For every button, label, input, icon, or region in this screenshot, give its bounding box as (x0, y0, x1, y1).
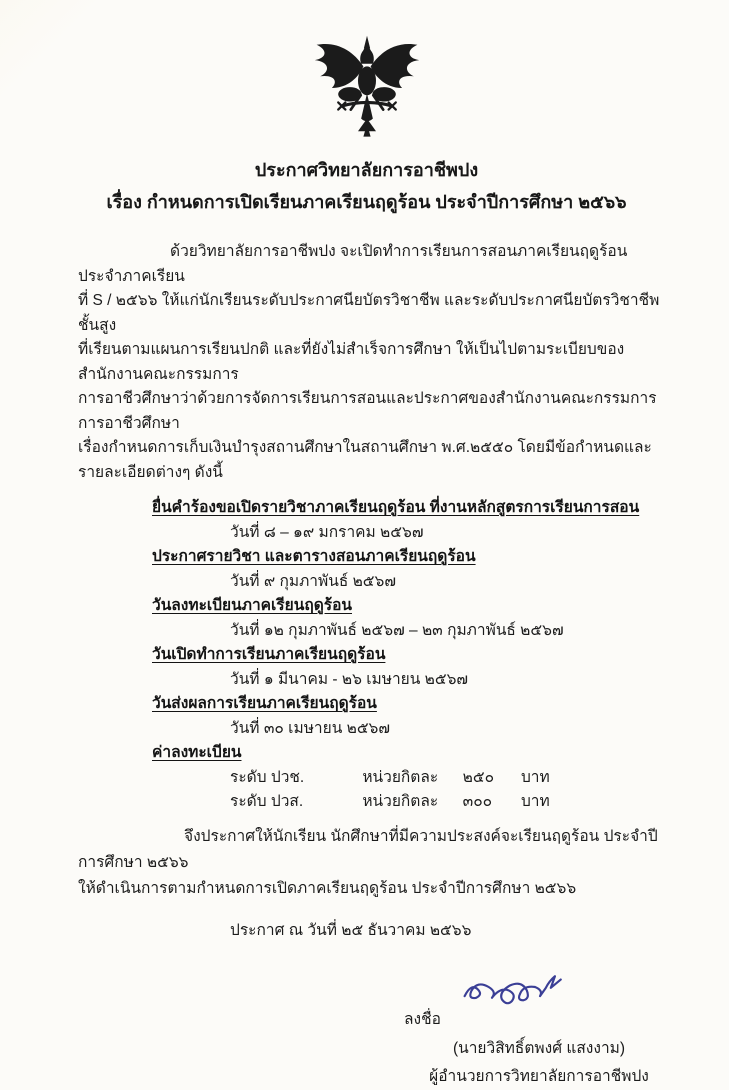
issued-date-line: ประกาศ ณ วันที่ ๒๕ ธันวาคม ๒๕๖๖ (230, 921, 472, 939)
section-detail: วันที่ ๑ มีนาคม - ๒๖ เมษายน ๒๕๖๗ (230, 670, 469, 688)
section-heading: ยื่นคำร้องขอเปิดรายวิชาภาคเรียนฤดูร้อน ที่งานหลักสูตรการเรียนการสอน (152, 499, 640, 516)
closing-paragraph (78, 824, 669, 902)
announcement-subject: เรื่อง กำหนดการเปิดเรียนภาคเรียนฤดูร้อน ประจำปีการศึกษา ๒๕๖๖ (106, 192, 627, 212)
fee-currency: บาท (520, 768, 550, 786)
schedule-section (152, 643, 669, 692)
section-detail: วันที่ ๘ – ๑๙ มกราคม ๒๕๖๗ (230, 523, 424, 541)
fee-level: ระดับ ปวส. (230, 793, 304, 810)
section-detail: วันที่ ๑๒ กุมภาพันธ์ ๒๕๖๗ – ๒๓ กุมภาพันธ์ ๒๕๖๗ (230, 621, 564, 639)
signatory-position: ผู้อำนวยการวิทยาลัยการอาชีพปง (429, 1067, 649, 1085)
intro-line: ที่ S / ๒๕๖๖ ให้แก่นักเรียนระดับประกาศนียบัตรวิชาชีพ และระดับประกาศนียบัตรวิชาชีพชั้นสูง (78, 292, 660, 334)
fee-row (152, 766, 669, 791)
closing-line: ให้ดำเนินการตามกำหนดการเปิดภาคเรียนฤดูร้อน ประจำปีการศึกษา ๒๕๖๖ (78, 879, 577, 897)
fee-unit: หน่วยกิตละ (362, 793, 439, 810)
section-detail: วันที่ ๙ กุมภาพันธ์ ๒๕๖๗ (230, 572, 397, 590)
fee-currency: บาท (520, 793, 550, 810)
section-heading: ประกาศรายวิชา และตารางสอนภาคเรียนฤดูร้อน (152, 548, 476, 565)
intro-line: ด้วยวิทยาลัยการอาชีพปง จะเปิดทำการเรียนการสอนภาคเรียนฤดูร้อนประจำภาคเรียน (78, 243, 628, 285)
section-heading: วันเปิดทำการเรียนภาคเรียนฤดูร้อน (152, 646, 386, 663)
fee-amount: ๒๕๐ (462, 768, 495, 786)
signature-label: ลงชื่อ (404, 1010, 441, 1028)
title-block (64, 154, 669, 218)
garuda-emblem-icon (304, 33, 430, 143)
schedule-section (152, 545, 669, 594)
emblem-wrap (64, 33, 669, 148)
section-heading: วันส่งผลการเรียนภาคเรียนฤดูร้อน (152, 695, 377, 712)
signature-ink-icon (456, 958, 576, 1016)
signatory-name: (นายวิสิทธิ์ตพงศ์ แสงงาม) (452, 1039, 626, 1057)
intro-line: ที่เรียนตามแผนการเรียนปกติ และที่ยังไม่สำเร็จการศึกษา ให้เป็นไปตามระเบียบของสำนักงานคณะกรรมการ (78, 341, 625, 383)
announcement-title: ประกาศวิทยาลัยการอาชีพปง (254, 160, 479, 180)
intro-paragraph (78, 240, 669, 485)
intro-line: เรื่องกำหนดการเก็บเงินบำรุงสถานศึกษาในสถานศึกษา พ.ศ.๒๕๕๐ โดยมีข้อกำหนดและรายละเอียดต่างๆ ดังนี้ (78, 439, 652, 481)
schedule-section (152, 692, 669, 741)
schedule-list (152, 496, 669, 815)
fee-row (152, 790, 669, 815)
closing-line: จึงประกาศให้นักเรียน นักศึกษาที่มีความประสงค์จะเรียนฤดูร้อน ประจำปีการศึกษา ๒๕๖๖ (78, 827, 658, 871)
fee-unit: หน่วยกิตละ (362, 768, 439, 786)
fees-section (152, 741, 669, 815)
section-detail: วันที่ ๓๐ เมษายน ๒๕๖๗ (230, 719, 391, 737)
schedule-section (152, 594, 669, 643)
section-heading: วันลงทะเบียนภาคเรียนฤดูร้อน (152, 597, 352, 614)
fees-heading: ค่าลงทะเบียน (152, 744, 242, 761)
fee-amount: ๓๐๐ (462, 793, 493, 810)
fee-level: ระดับ ปวช. (230, 768, 305, 786)
schedule-section (152, 496, 669, 545)
intro-line: การอาชีวศึกษาว่าด้วยการจัดการเรียนการสอนและประกาศของสำนักงานคณะกรรมการการอาชีวศึกษา (78, 390, 657, 432)
